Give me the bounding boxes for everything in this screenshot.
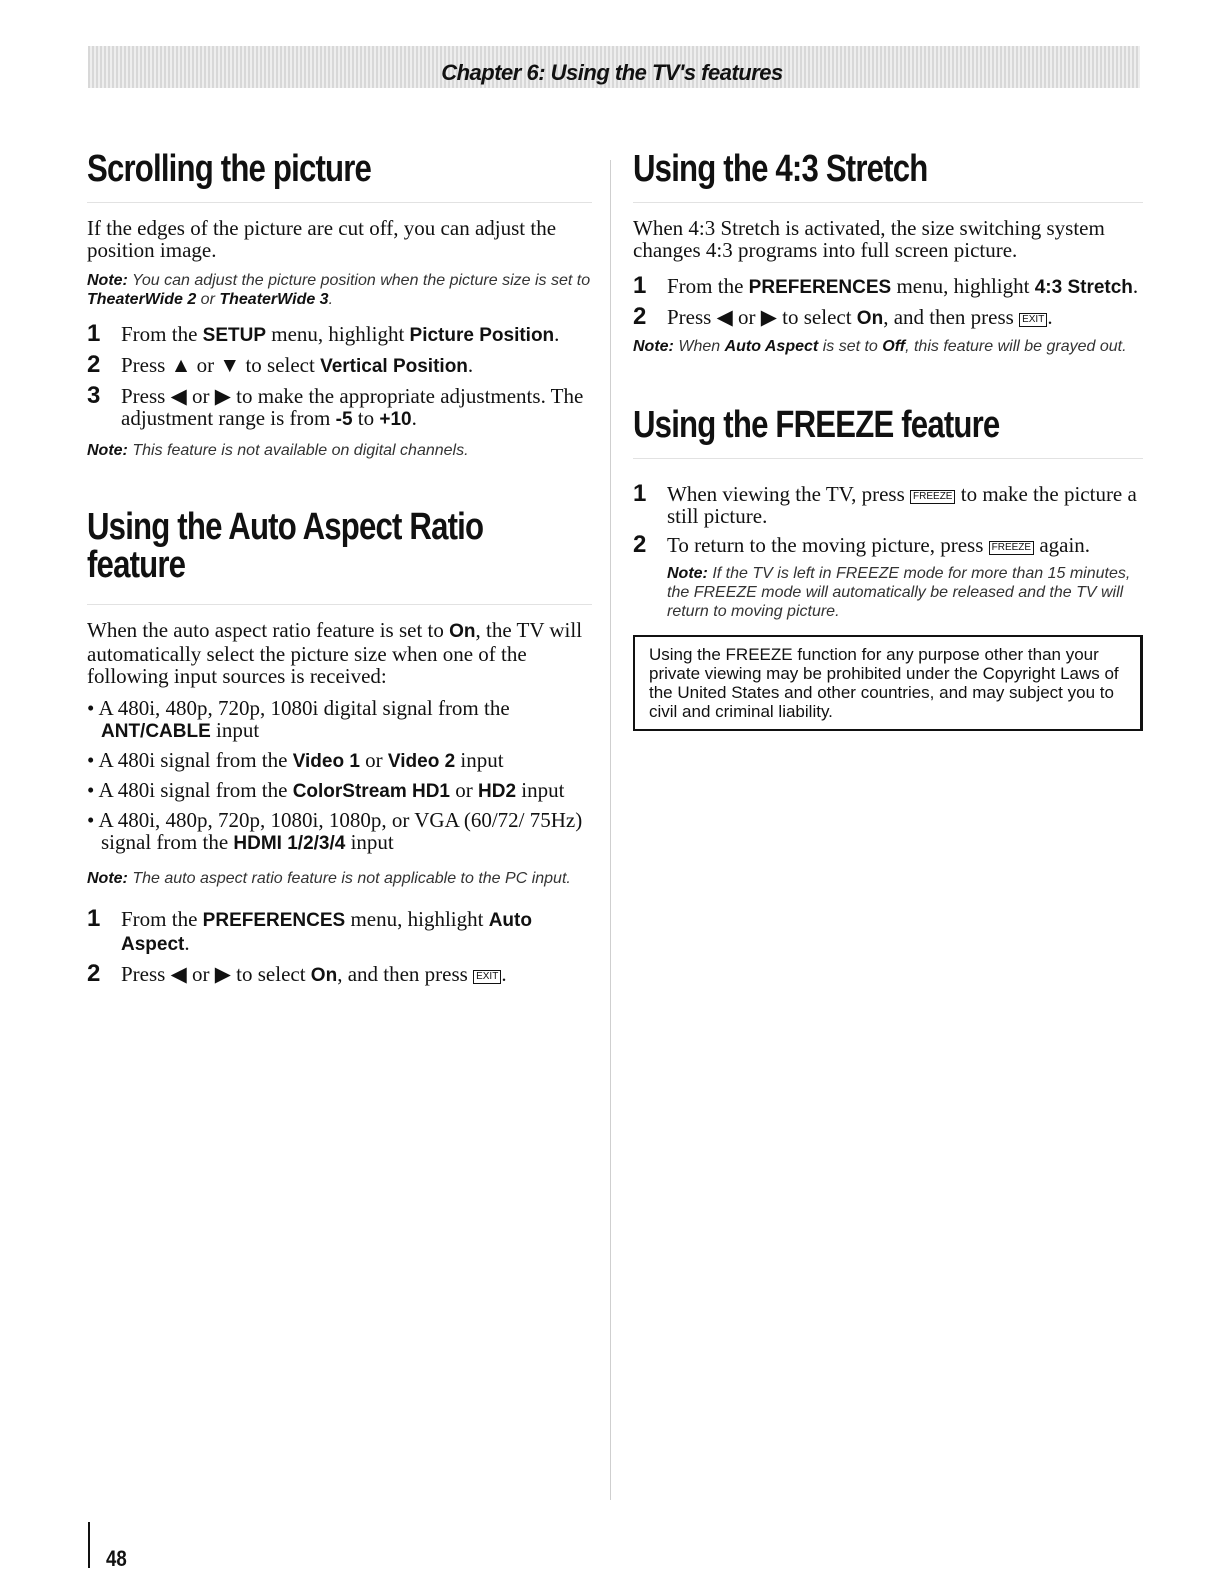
right-column bbox=[633, 150, 1143, 731]
step-1: 1 When viewing the TV, press FREEZE to make the picture a still picture. bbox=[633, 480, 1137, 528]
step-2: 2 Press ◀ or ▶ to select On, and then press EXIT . bbox=[633, 303, 1053, 330]
up-arrow-icon: ▲ bbox=[170, 353, 192, 377]
exit-button-icon: EXIT bbox=[1019, 313, 1047, 327]
chapter-header: Chapter 6: Using the TV's features bbox=[441, 60, 783, 85]
note: Note: This feature is not available on digital channels. bbox=[87, 442, 469, 459]
title-rule bbox=[633, 458, 1143, 459]
section-title: Using the FREEZE feature bbox=[633, 404, 1000, 446]
section-auto-aspect bbox=[87, 508, 592, 987]
right-arrow-icon: ▶ bbox=[760, 305, 777, 329]
legal-warning-box: Using the FREEZE function for any purpose other than your private viewing may be prohibited under the Copyright Laws of the United States and other countries, and may subject you to civil and criminal liability. bbox=[633, 635, 1143, 731]
step-1: 1 From the PREFERENCES menu, highlight 4:3 Stretch. bbox=[633, 272, 1139, 299]
right-arrow-icon: ▶ bbox=[214, 384, 231, 408]
step-2: 2 Press ◀ or ▶ to select On, and then press EXIT . bbox=[87, 960, 507, 987]
note: Note: You can adjust the picture position when the picture size is set to TheaterWide 2 or TheaterWide 3. bbox=[87, 272, 591, 308]
step-1: 1 From the SETUP menu, highlight Picture Position. bbox=[87, 320, 560, 347]
page-number-bar bbox=[88, 1522, 90, 1568]
section-title: Using the 4:3 Stretch bbox=[633, 148, 928, 190]
intro-text: When the auto aspect ratio feature is set to On, the TV will automatically select the picture size when one of the following input sources is received: bbox=[87, 618, 583, 688]
freeze-button-icon: FREEZE bbox=[910, 490, 955, 504]
exit-button-icon: EXIT bbox=[473, 970, 501, 984]
note: Note: The auto aspect ratio feature is not applicable to the PC input. bbox=[87, 870, 571, 887]
list-item: • A 480i signal from the ColorStream HD1 or HD2 input bbox=[87, 778, 565, 802]
note: Note: If the TV is left in FREEZE mode for more than 15 minutes, the FREEZE mode will automatically be released and the TV will return to moving picture. bbox=[667, 565, 1131, 620]
section-scrolling bbox=[87, 150, 592, 460]
left-arrow-icon: ◀ bbox=[170, 384, 187, 408]
step-3: 3 Press ◀ or ▶ to make the appropriate adjustments. The adjustment range is from -5 to +10. bbox=[87, 382, 584, 430]
list-item: • A 480i signal from the Video 1 or Video 2 input bbox=[87, 748, 504, 772]
intro-text: When 4:3 Stretch is activated, the size switching system changes 4:3 programs into full screen picture. bbox=[633, 216, 1105, 262]
right-arrow-icon: ▶ bbox=[214, 962, 231, 986]
section-title: Scrolling the picture bbox=[87, 148, 372, 190]
step-2: 2 To return to the moving picture, press FREEZE again. bbox=[633, 531, 1091, 558]
step-1: 1 From the PREFERENCES menu, highlight Auto Aspect. bbox=[87, 905, 532, 955]
section-freeze bbox=[633, 406, 1143, 731]
left-arrow-icon: ◀ bbox=[170, 962, 187, 986]
list-item: • A 480i, 480p, 720p, 1080i, 1080p, or VGA (60/72/ 75Hz) signal from the HDMI 1/2/3/4 input bbox=[87, 808, 583, 854]
title-rule bbox=[633, 202, 1143, 203]
left-column bbox=[87, 150, 592, 994]
left-arrow-icon: ◀ bbox=[716, 305, 733, 329]
note: Note: When Auto Aspect is set to Off, this feature will be grayed out. bbox=[633, 338, 1127, 355]
page-number: 48 bbox=[106, 1546, 127, 1571]
section-stretch bbox=[633, 150, 1143, 356]
section-title: Using the Auto Aspect Ratio feature bbox=[87, 506, 484, 586]
list-item: • A 480i, 480p, 720p, 1080i digital signal from the ANT/CABLE input bbox=[87, 696, 510, 742]
column-divider bbox=[610, 160, 611, 1500]
input-source-list bbox=[87, 697, 592, 855]
title-rule bbox=[87, 604, 592, 605]
step-2: 2 Press ▲ or ▼ to select Vertical Position. bbox=[87, 351, 474, 378]
title-rule bbox=[87, 202, 592, 203]
intro-text: If the edges of the picture are cut off, you can adjust the position image. bbox=[87, 216, 557, 262]
freeze-button-icon: FREEZE bbox=[989, 541, 1034, 555]
down-arrow-icon: ▼ bbox=[219, 353, 241, 377]
